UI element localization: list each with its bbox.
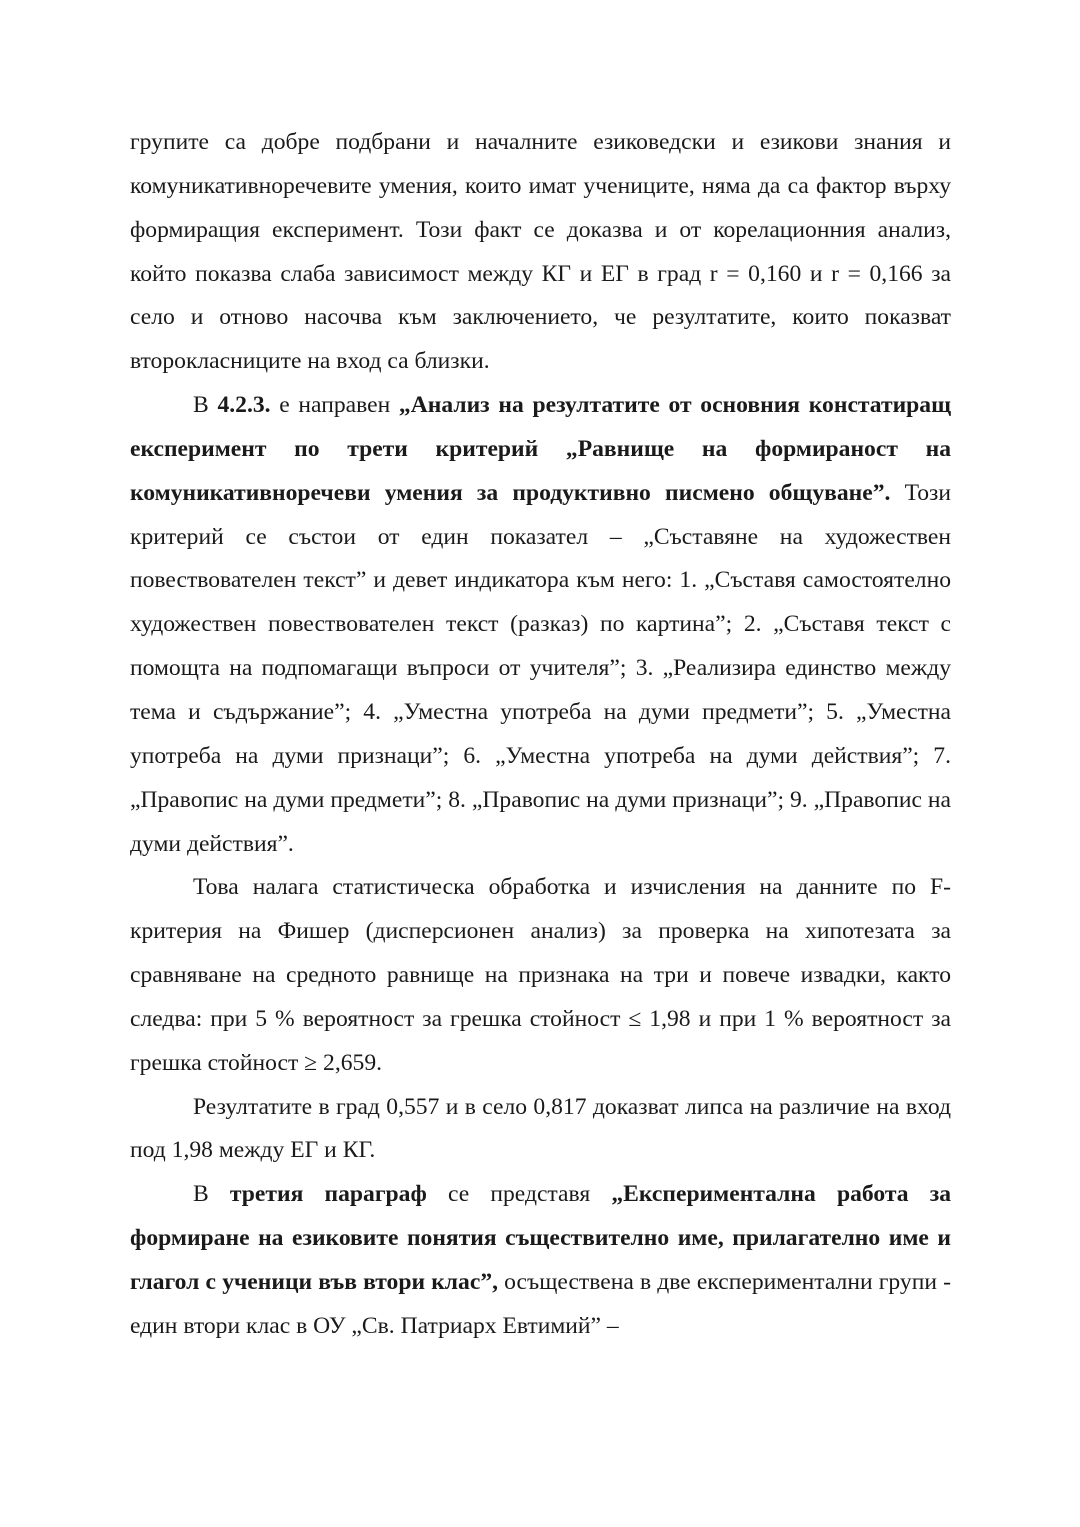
text-span: осъществена в две експериментални групи - един втори клас в ОУ „Св. Патриарх Евтимий” – — [130, 1268, 951, 1339]
paragraph-criterion-three — [130, 384, 951, 866]
text-span: В — [193, 392, 218, 419]
paragraph-third-section — [130, 1173, 951, 1348]
text-span: Този критерий се състои от един показател – „Съставяне на художествен повествователен текст” и девет индикатора към него: 1. „Съставя самостоятелно художествен повествователен текст (разказ) по картина”; 2. „Съставя текст с помощта на подпомагащи въпроси от учителя”; 3. „Реализира единство между тема и съдържание”; 4. „Уместна употреба на думи предмети”; 5. „Уместна употреба на думи признаци”; 6. „Уместна употреба на думи действия”; 7. „Правопис на думи предмети”; 8. „Правопис на думи признаци”; 9. „Правопис на думи действия”. — [130, 479, 951, 857]
text-span: е направен — [270, 392, 399, 419]
experimental-work-title: „Експериментална работа за формиране на езиковите понятия съществително име, прилагателно име и глагол с ученици във втори клас”, — [130, 1181, 951, 1295]
paragraph-fisher: Това налага статистическа обработка и изчисления на данните по F-критерия на Фишер (дисперсионен анализ) за проверка на хипотезата за сравняване на средното равнище на признака на три и повече извадки, както следва: при 5 % вероятност за грешка стойност ≤ 1,98 и при 1 % вероятност за грешка стойност ≥ 2,659. — [130, 874, 951, 1076]
paragraph-results: Резултатите в град 0,557 и в село 0,817 доказват липса на различие на вход под 1,98 между ЕГ и КГ. — [130, 1093, 951, 1164]
section-number: 4.2.3. — [217, 392, 271, 419]
text-span: В — [193, 1181, 230, 1208]
section-reference: третия параграф — [229, 1181, 427, 1208]
document-page — [130, 121, 951, 1349]
paragraph-correlation: групите са добре подбрани и началните езиковедски и езикови знания и комуникативноречевите умения, които имат учениците, няма да са фактор върху формиращия експеримент. Този факт се доказва и от корелационния анализ, който показва слаба зависимост между КГ и ЕГ в град r = 0,160 и r = 0,166 за село и отново насочва към заключението, че резултатите, които показват второкласниците на вход са близки. — [130, 129, 951, 375]
analysis-title: „Анализ на резултатите от основния констатиращ експеримент по трети критерий „Равнище на формираност на комуникативноречеви умения за продуктивно писмено общуване”. — [130, 392, 951, 506]
text-span: се представя — [426, 1181, 612, 1208]
